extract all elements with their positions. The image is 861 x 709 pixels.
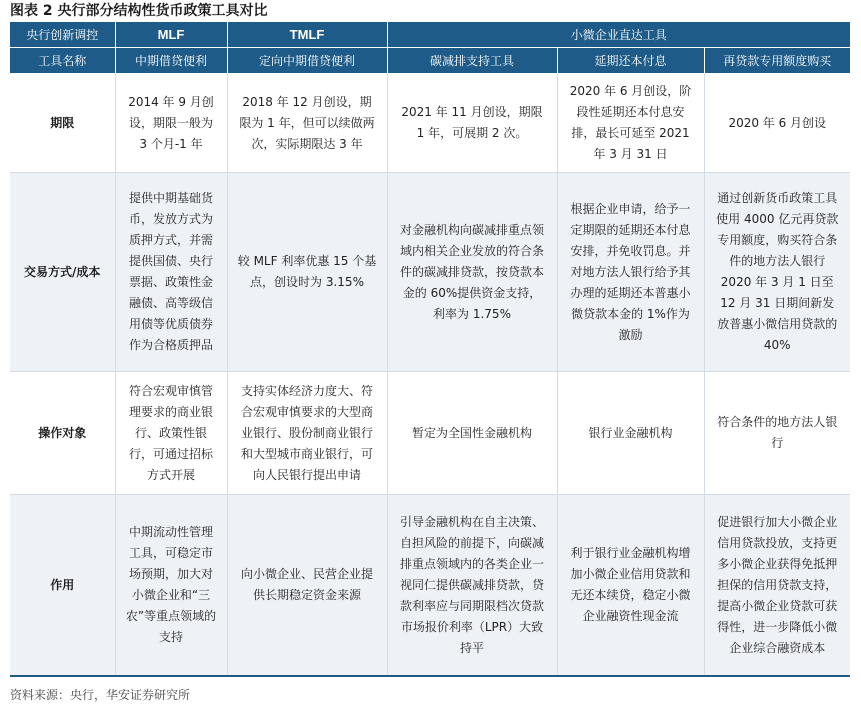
header-mlf: MLF [115,22,227,48]
table-cell: 对金融机构向碳减排重点领域内相关企业发放的符合条件的碳减排贷款，按贷款本金的 60%提供资金支持，利率为 1.75% [387,173,557,372]
comparison-table [10,22,850,677]
table-row-term [10,74,850,173]
table-cell: 中期流动性管理工具，可稳定市场预期，加大对小微企业和“三农”等重点领域的支持 [115,495,227,677]
table-cell: 符合条件的地方法人银行 [704,372,850,495]
header-relending: 再贷款专用额度购买 [704,48,850,74]
table-cell: 较 MLF 利率优惠 15 个基点，创设时为 3.15% [227,173,387,372]
table-cell: 提供中期基础货币，发放方式为质押方式，并需提供国债、央行票据、政策性金融债、高等级信用债等优质债券作为合格质押品 [115,173,227,372]
table-cell: 暂定为全国性金融机构 [387,372,557,495]
header-carbon-tool: 碳减排支持工具 [387,48,557,74]
row-label: 作用 [10,495,115,677]
row-label: 期限 [10,74,115,173]
row-label: 交易方式/成本 [10,173,115,372]
table-row-method [10,173,850,372]
header-mlf-full: 中期借贷便利 [115,48,227,74]
header-innovation: 央行创新调控 [10,22,115,48]
row-label: 操作对象 [10,372,115,495]
table-cell: 利于银行业金融机构增加小微企业信用贷款和无还本续贷，稳定小微企业融资性现金流 [557,495,704,677]
table-cell: 银行业金融机构 [557,372,704,495]
header-deferral: 延期还本付息 [557,48,704,74]
header-tmlf-full: 定向中期借贷便利 [227,48,387,74]
page-title: 图表 2 央行部分结构性货币政策工具对比 [10,3,268,19]
table-cell: 2021 年 11 月创设，期限 1 年，可展期 2 次。 [387,74,557,173]
table-cell: 2018 年 12 月创设，期限为 1 年，但可以续做两次，实际期限达 3 年 [227,74,387,173]
table-cell: 2020 年 6 月创设，阶段性延期还本付息安排，最长可延至 2021 年 3 月 31 日 [557,74,704,173]
table-row-effect [10,495,850,677]
table-cell: 2020 年 6 月创设 [704,74,850,173]
table-cell: 向小微企业、民营企业提供长期稳定资金来源 [227,495,387,677]
header-tool-name: 工具名称 [10,48,115,74]
header-tmlf: TMLF [227,22,387,48]
table-cell: 符合宏观审慎管理要求的商业银行、政策性银行，可通过招标方式开展 [115,372,227,495]
table-cell: 引导金融机构在自主决策、自担风险的前提下，向碳减排重点领域内的各类企业一视同仁提供碳减排贷款，贷款利率应与同期限档次贷款市场报价利率（LPR）大致持平 [387,495,557,677]
table-cell: 通过创新货币政策工具使用 4000 亿元再贷款专用额度，购买符合条件的地方法人银行 2020 年 3 月 1 日至 12 月 31 日期间新发放普惠小微信用贷款的 40% [704,173,850,372]
header-sme-group: 小微企业直达工具 [387,22,850,48]
table-cell: 促进银行加大小微企业信用贷款投放，支持更多小微企业获得免抵押担保的信用贷款支持，提高小微企业贷款可获得性，进一步降低小微企业综合融资成本 [704,495,850,677]
table-cell: 支持实体经济力度大、符合宏观审慎要求的大型商业银行、股份制商业银行和大型城市商业银行，可向人民银行提出申请 [227,372,387,495]
source-note: 资料来源：央行，华安证券研究所 [10,688,191,702]
table-row-target [10,372,850,495]
header-row-1 [10,22,850,48]
table-cell: 根据企业申请，给予一定期限的延期还本付息安排，并免收罚息。并对地方法人银行给予其办理的延期还本普惠小微贷款本金的 1%作为激励 [557,173,704,372]
table-cell: 2014 年 9 月创设，期限一般为 3 个月-1 年 [115,74,227,173]
header-row-2 [10,48,850,74]
